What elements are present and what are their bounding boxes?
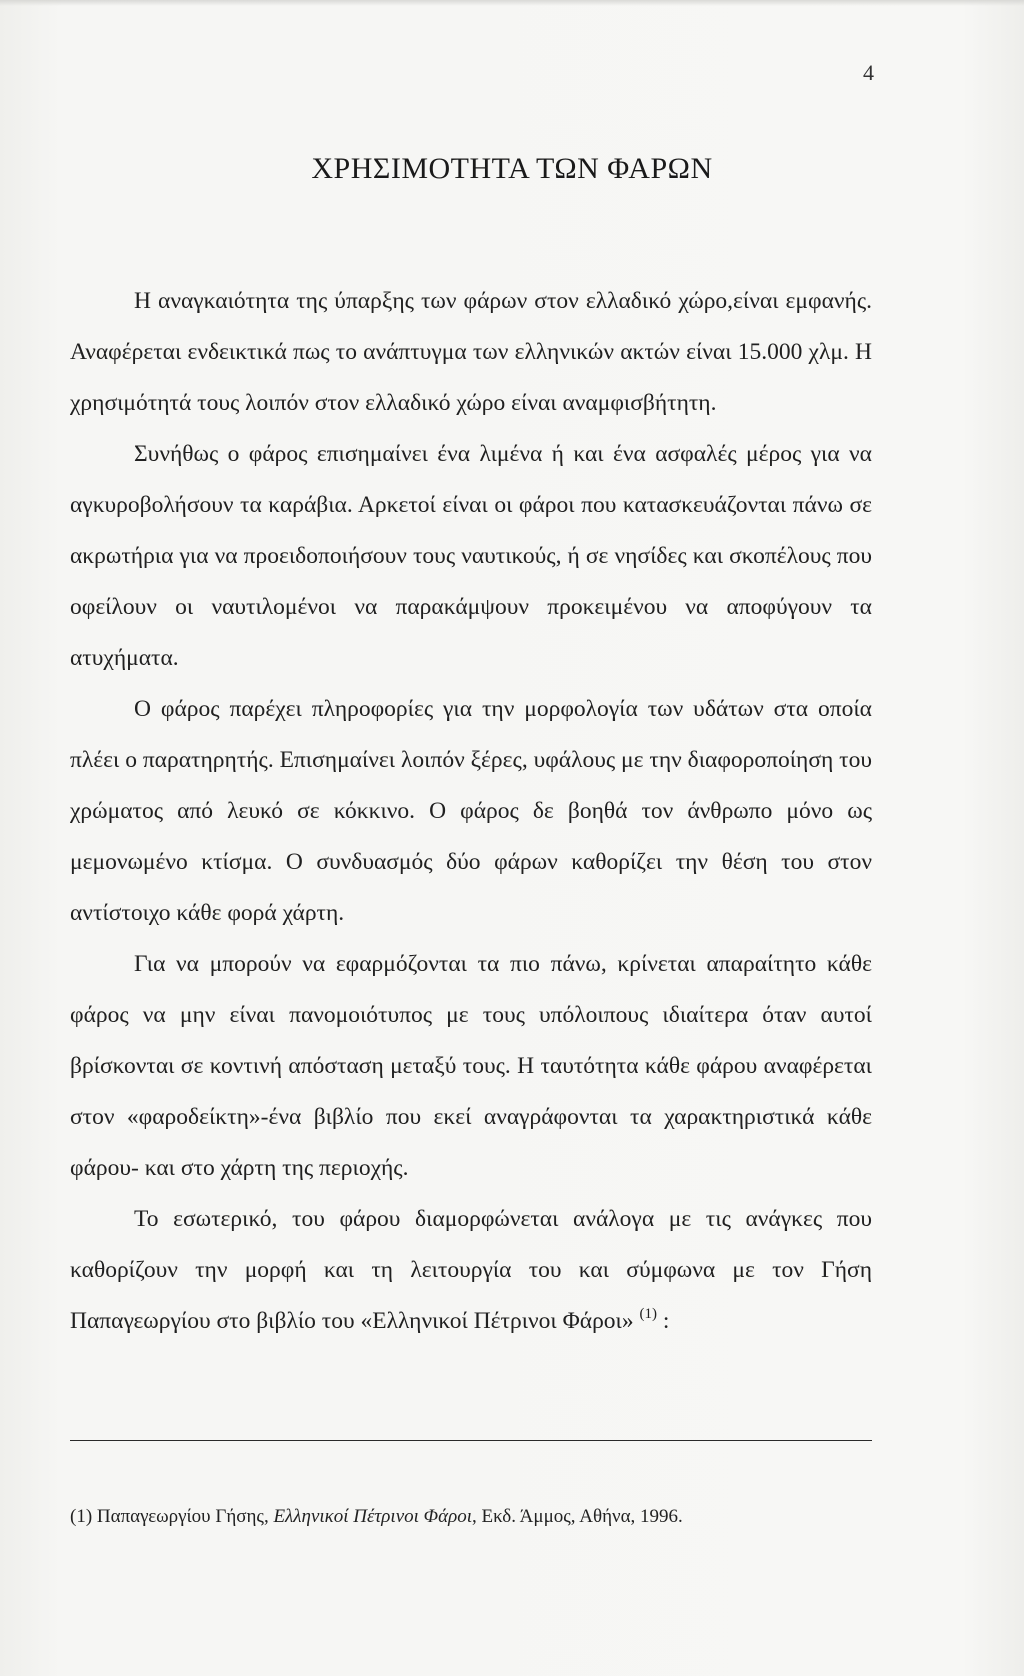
paragraph-5-tail: : (657, 1308, 670, 1334)
footnote-reference: (1) (639, 1306, 658, 1322)
scan-edge-shadow (0, 0, 1024, 6)
paragraph-5 (70, 1194, 872, 1347)
footnote-book-title: Ελληνικοί Πέτρινοι Φάροι (273, 1506, 473, 1527)
footnote-publication: , Εκδ. Άμμος, Αθήνα, 1996. (472, 1506, 683, 1527)
page-title: ΧΡΗΣΙΜΟΤΗΤΑ ΤΩΝ ΦΑΡΩΝ (311, 152, 713, 185)
footnote-divider (70, 1440, 872, 1441)
page-number: 4 (863, 60, 874, 85)
paragraph-1: Η αναγκαιότητα της ύπαρξης των φάρων στον ελλαδικό χώρο,είναι εμφανής. Αναφέρεται ενδεικτικά πως το ανάπτυγμα των ελληνικών ακτών είναι 15.000 χλμ. Η χρησιμότητά τους λοιπόν στον ελλαδικό χώρο είναι αναμφισβήτητη. (70, 288, 872, 416)
body-text (70, 276, 872, 1347)
paragraph-2: Συνήθως ο φάρος επισημαίνει ένα λιμένα ή και ένα ασφαλές μέρος για να αγκυροβολήσουν τα καράβια. Αρκετοί είναι οι φάροι που κατασκευάζονται πάνω σε ακρωτήρια για να προειδοποιήσουν τους ναυτικούς, ή σε νησίδες και σκοπέλους που οφείλουν οι ναυτιλομένοι να παρακάμψουν προκειμένου να αποφύγουν τα ατυχήματα. (70, 441, 872, 671)
footnote-marker: (1) Παπαγεωργίου Γήσης, (70, 1506, 274, 1527)
paragraph-5-text: Το εσωτερικό, του φάρου διαμορφώνεται ανάλογα με τις ανάγκες που καθορίζουν την μορφή και τη λειτουργία του και σύμφωνα με τον Γήση Παπαγεωργίου στο βιβλίο του «Ελληνικοί Πέτρινοι Φάροι» (70, 1206, 872, 1334)
paragraph-3: Ο φάρος παρέχει πληροφορίες για την μορφολογία των υδάτων στα οποία πλέει ο παρατηρητής. Επισημαίνει λοιπόν ξέρες, υφάλους με την διαφοροποίηση του χρώματος από λευκό σε κόκκινο. Ο φάρος δε βοηθά τον άνθρωπο μόνο ως μεμονωμένο κτίσμα. Ο συνδυασμός δύο φάρων καθορίζει την θέση του στον αντίστοιχο κάθε φορά χάρτη. (70, 696, 873, 926)
paragraph-4: Για να μπορούν να εφαρμόζονται τα πιο πάνω, κρίνεται απαραίτητο κάθε φάρος να μην είναι πανομοιότυπος με τους υπόλοιπους ιδιαίτερα όταν αυτοί βρίσκονται σε κοντινή απόσταση μεταξύ τους. Η ταυτότητα κάθε φάρου αναφέρεται στον «φαροδείκτη»-ένα βιβλίο που εκεί αναγράφονται τα χαρακτηριστικά κάθε φάρου- και στο χάρτη της περιοχής. (70, 951, 872, 1181)
footnote (70, 1506, 872, 1528)
